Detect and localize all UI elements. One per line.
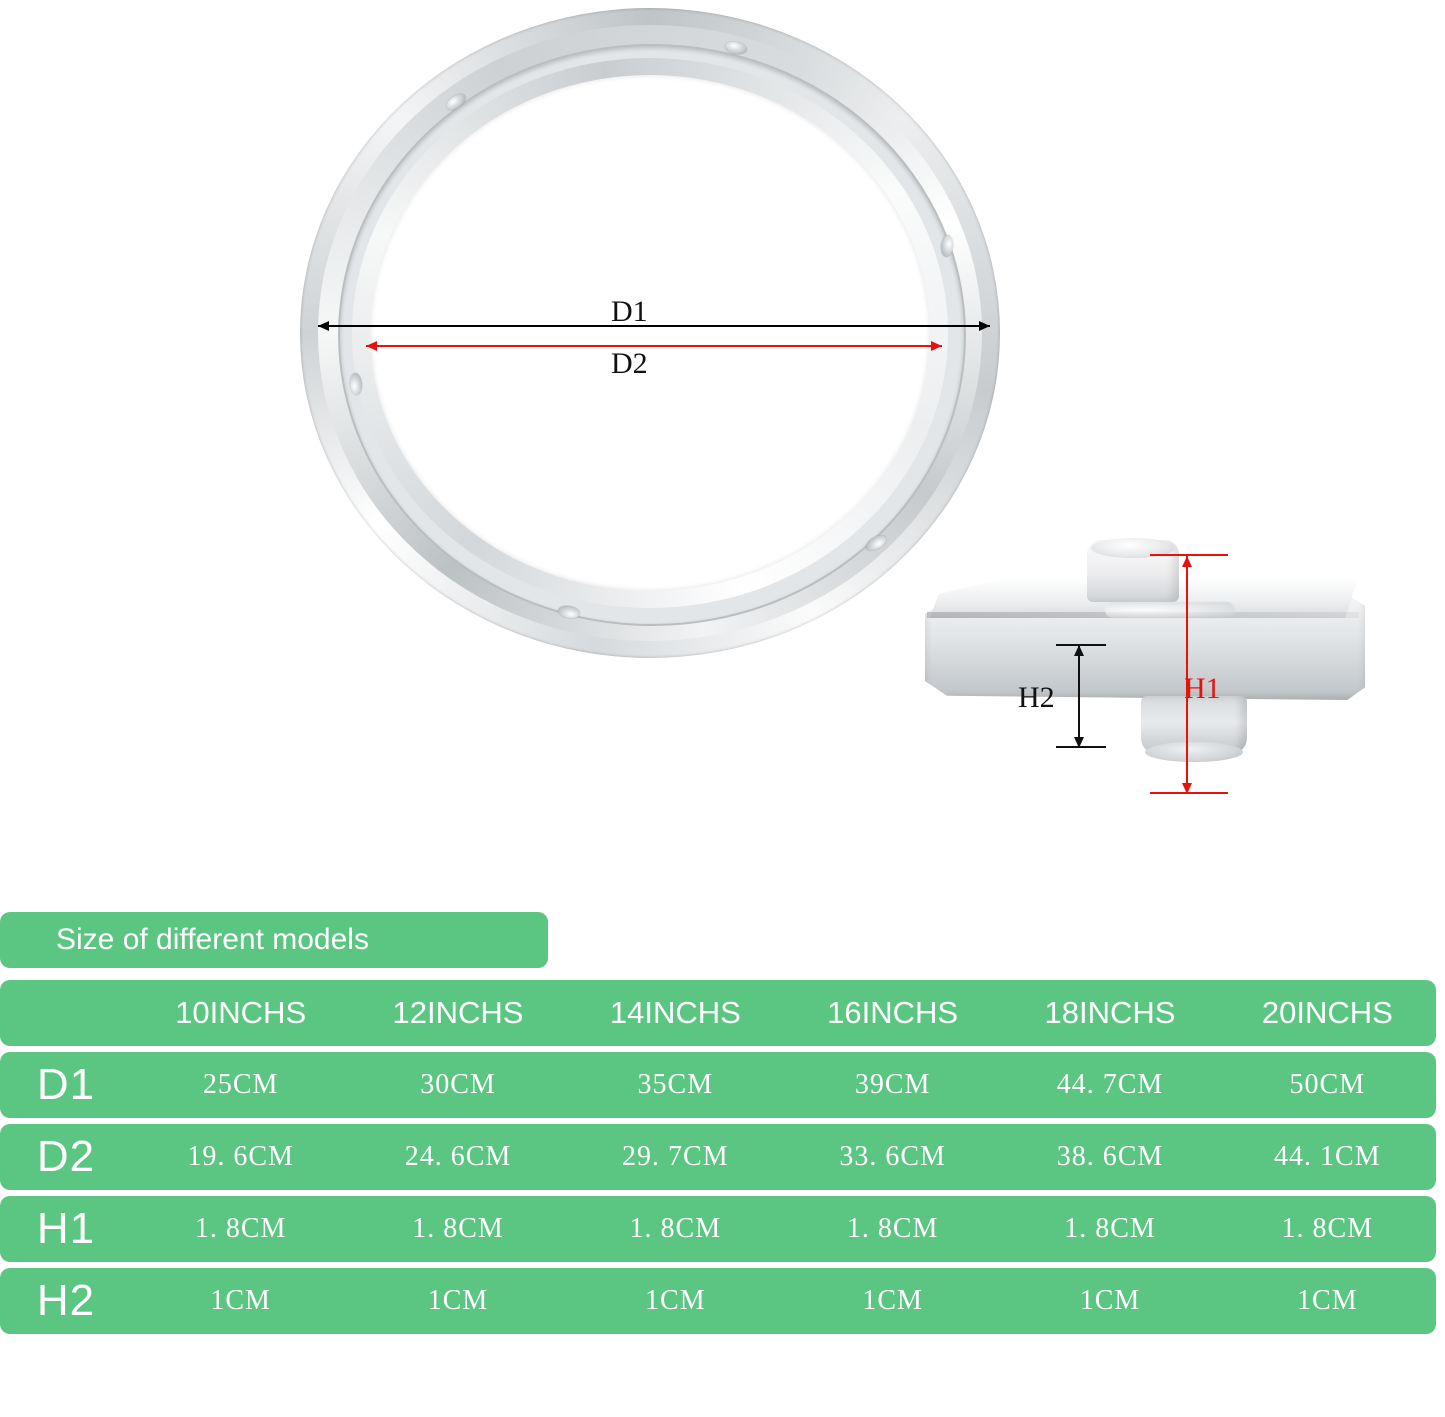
table-header-18inchs: 18INCHS <box>1001 980 1218 1046</box>
table-title: Size of different models <box>0 912 548 968</box>
cell-d2-10inchs: 19. 6CM <box>132 1124 349 1190</box>
cell-h1-18inchs: 1. 8CM <box>1001 1196 1218 1262</box>
cell-d2-12inchs: 24. 6CM <box>349 1124 566 1190</box>
row-label-d1: D1 <box>0 1052 132 1118</box>
table-row <box>0 1052 1436 1118</box>
bearing-block-image <box>905 520 1375 810</box>
cell-d2-20inchs: 44. 1CM <box>1219 1124 1436 1190</box>
table-header-14inchs: 14INCHS <box>567 980 784 1046</box>
cell-h2-14inchs: 1CM <box>567 1268 784 1334</box>
block-lower-boss-rim <box>1145 742 1243 762</box>
cell-d2-18inchs: 38. 6CM <box>1001 1124 1218 1190</box>
d1-dimension-arrow <box>318 325 990 327</box>
h1-label: H1 <box>1184 672 1221 705</box>
row-label-d2: D2 <box>0 1124 132 1190</box>
table-header-corner <box>0 980 132 1046</box>
cell-h1-14inchs: 1. 8CM <box>567 1196 784 1262</box>
row-label-h2: H2 <box>0 1268 132 1334</box>
table-header-20inchs: 20INCHS <box>1219 980 1436 1046</box>
cell-d1-16inchs: 39CM <box>784 1052 1001 1118</box>
cell-d1-14inchs: 35CM <box>567 1052 784 1118</box>
d2-label: D2 <box>611 347 648 380</box>
block-surface-highlight <box>1105 602 1235 618</box>
table-row <box>0 1196 1436 1262</box>
cell-h1-12inchs: 1. 8CM <box>349 1196 566 1262</box>
d1-label: D1 <box>611 295 648 328</box>
cell-h1-16inchs: 1. 8CM <box>784 1196 1001 1262</box>
cell-h2-16inchs: 1CM <box>784 1268 1001 1334</box>
table-header-10inchs: 10INCHS <box>132 980 349 1046</box>
cell-d2-14inchs: 29. 7CM <box>567 1124 784 1190</box>
table-header-16inchs: 16INCHS <box>784 980 1001 1046</box>
cell-h1-20inchs: 1. 8CM <box>1219 1196 1436 1262</box>
table-header-12inchs: 12INCHS <box>349 980 566 1046</box>
table-header-row <box>0 980 1436 1046</box>
cell-d1-20inchs: 50CM <box>1219 1052 1436 1118</box>
cell-h1-10inchs: 1. 8CM <box>132 1196 349 1262</box>
turntable-ring-image <box>300 8 1000 658</box>
cell-h2-10inchs: 1CM <box>132 1268 349 1334</box>
cell-h2-20inchs: 1CM <box>1219 1268 1436 1334</box>
row-label-h1: H1 <box>0 1196 132 1262</box>
size-table-section <box>0 912 1436 1340</box>
table-row <box>0 1268 1436 1334</box>
size-table <box>0 974 1436 1340</box>
cell-d2-16inchs: 33. 6CM <box>784 1124 1001 1190</box>
cell-h2-18inchs: 1CM <box>1001 1268 1218 1334</box>
h2-label: H2 <box>1018 681 1055 714</box>
d2-dimension-arrow <box>366 345 942 347</box>
cell-d1-18inchs: 44. 7CM <box>1001 1052 1218 1118</box>
ring-center-hole <box>370 75 930 591</box>
h2-dimension-arrow <box>1078 645 1080 748</box>
cell-d1-10inchs: 25CM <box>132 1052 349 1118</box>
cell-h2-12inchs: 1CM <box>349 1268 566 1334</box>
table-row <box>0 1124 1436 1190</box>
cell-d1-12inchs: 30CM <box>349 1052 566 1118</box>
